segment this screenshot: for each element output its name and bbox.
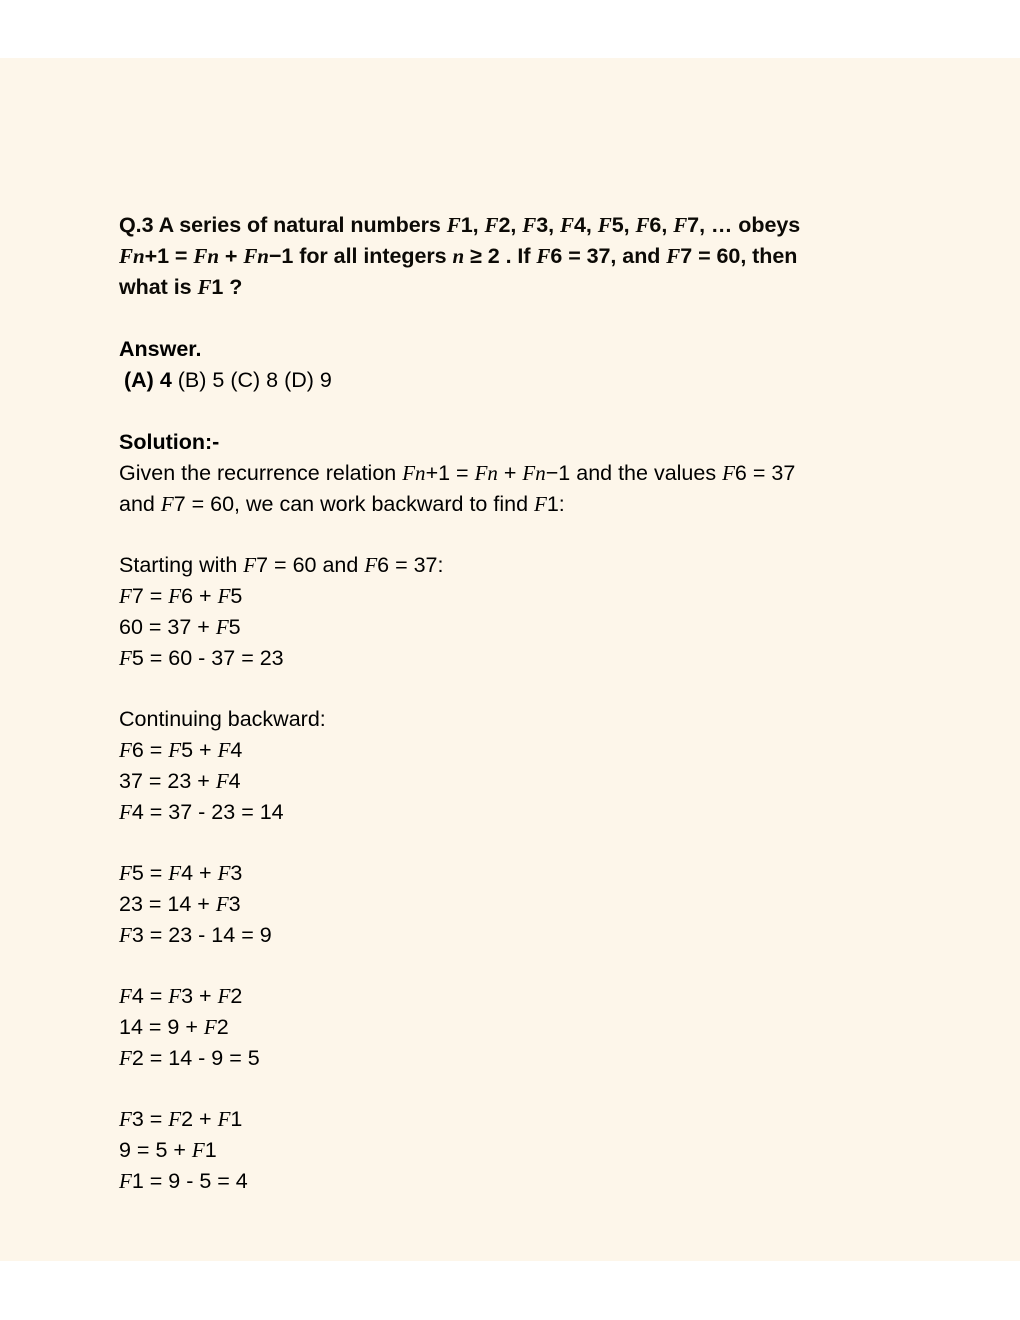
math-variable: F bbox=[536, 244, 551, 268]
text-run: 5 + bbox=[181, 738, 218, 762]
text-run: 1 bbox=[230, 1107, 243, 1131]
text-run: Q.3 A series of natural numbers bbox=[119, 213, 447, 237]
math-variable: F bbox=[534, 492, 547, 516]
text-line bbox=[119, 981, 879, 1012]
text-run: 14 = 9 + bbox=[119, 1015, 204, 1039]
math-variable: F bbox=[160, 492, 174, 516]
math-variable: Fn bbox=[193, 244, 219, 268]
answer-option-b[interactable]: (B) 5 bbox=[177, 368, 225, 392]
math-variable: F bbox=[119, 923, 132, 947]
text-run: 6 = 37: bbox=[377, 553, 444, 577]
answer-option-c[interactable]: (C) 8 bbox=[230, 368, 279, 392]
math-variable: F bbox=[168, 584, 182, 608]
text-run: 6 = 37, and bbox=[550, 244, 667, 268]
math-variable: F bbox=[215, 769, 229, 793]
text-run: 5 = bbox=[131, 861, 169, 885]
text-line bbox=[119, 858, 879, 889]
math-variable: F bbox=[168, 861, 182, 885]
text-run: 1 bbox=[204, 1138, 217, 1162]
text-line bbox=[119, 489, 879, 520]
text-run: 6 = bbox=[131, 738, 169, 762]
calculation-block bbox=[119, 704, 879, 828]
answer-option-a[interactable]: (A) 4 bbox=[124, 368, 172, 392]
text-run: 4 bbox=[230, 738, 243, 762]
text-run: 5 bbox=[230, 584, 243, 608]
math-variable: Fn bbox=[402, 461, 426, 485]
text-line bbox=[119, 889, 879, 920]
math-variable: F bbox=[191, 1138, 205, 1162]
text-line bbox=[119, 766, 879, 797]
math-variable: F bbox=[243, 553, 257, 577]
math-variable: F bbox=[217, 984, 231, 1008]
text-line bbox=[119, 272, 879, 303]
text-line bbox=[119, 735, 879, 766]
text-run: 5 bbox=[228, 615, 241, 639]
text-line bbox=[119, 920, 879, 951]
calculation-block bbox=[119, 550, 879, 674]
text-run: ≥ 2 . If bbox=[464, 244, 537, 268]
text-run: + bbox=[497, 461, 523, 485]
text-run: 2 bbox=[230, 984, 243, 1008]
math-variable: F bbox=[217, 1107, 231, 1131]
text-line bbox=[119, 458, 879, 489]
text-run: 3 = bbox=[131, 1107, 169, 1131]
text-run: 4 = 37 - 23 = 14 bbox=[131, 800, 284, 824]
text-run: 7 = bbox=[131, 584, 169, 608]
text-run: 4 bbox=[228, 769, 241, 793]
math-variable: Fn bbox=[119, 244, 145, 268]
math-variable: F bbox=[673, 213, 688, 237]
math-variable: F bbox=[215, 892, 229, 916]
text-run: 5 = 60 - 37 = 23 bbox=[131, 646, 284, 670]
math-variable: F bbox=[484, 213, 499, 237]
math-variable: F bbox=[168, 984, 182, 1008]
math-variable: F bbox=[119, 584, 132, 608]
math-variable: Fn bbox=[522, 461, 546, 485]
text-run: Continuing backward: bbox=[119, 707, 326, 731]
calculation-block bbox=[119, 1104, 879, 1197]
text-run: 7 = 60 and bbox=[256, 553, 365, 577]
math-variable: F bbox=[168, 1107, 182, 1131]
math-variable: F bbox=[215, 615, 229, 639]
solution-steps bbox=[119, 520, 879, 1197]
math-variable: F bbox=[597, 213, 612, 237]
text-run: 6, bbox=[649, 213, 674, 237]
text-line bbox=[119, 581, 879, 612]
text-run: 3 = 23 - 14 = 9 bbox=[131, 923, 272, 947]
text-line bbox=[119, 1104, 879, 1135]
text-run: 2 = 14 - 9 = 5 bbox=[131, 1046, 260, 1070]
math-variable: F bbox=[635, 213, 650, 237]
text-run: 23 = 14 + bbox=[119, 892, 216, 916]
text-line bbox=[119, 1135, 879, 1166]
math-variable: F bbox=[119, 984, 132, 1008]
math-variable: Fn bbox=[243, 244, 269, 268]
math-variable: F bbox=[203, 1015, 217, 1039]
text-line bbox=[119, 210, 879, 241]
math-variable: F bbox=[119, 1046, 132, 1070]
math-variable: F bbox=[217, 584, 231, 608]
text-run: 7 = 60, then bbox=[680, 244, 798, 268]
text-run: 3, bbox=[536, 213, 560, 237]
math-variable: F bbox=[364, 553, 378, 577]
text-run: 7, … obeys bbox=[687, 213, 801, 237]
text-run: 4, bbox=[573, 213, 598, 237]
spacer bbox=[119, 396, 879, 427]
text-line bbox=[119, 612, 879, 643]
math-variable: F bbox=[666, 244, 681, 268]
answer-option-d[interactable]: (D) 9 bbox=[284, 368, 332, 392]
math-variable: F bbox=[119, 861, 132, 885]
text-run: 37 = 23 + bbox=[119, 769, 216, 793]
math-variable: F bbox=[217, 861, 231, 885]
calculation-block bbox=[119, 858, 879, 951]
text-run: −1 for all integers bbox=[268, 244, 453, 268]
text-line bbox=[119, 704, 879, 735]
text-line bbox=[119, 643, 879, 674]
text-run: 5, bbox=[611, 213, 636, 237]
calculation-block bbox=[119, 981, 879, 1074]
document-page bbox=[0, 58, 1020, 1261]
text-run: what is bbox=[119, 275, 198, 299]
math-variable: F bbox=[559, 213, 574, 237]
text-run: 60 = 37 + bbox=[119, 615, 216, 639]
text-run: 6 + bbox=[181, 584, 218, 608]
spacer bbox=[119, 828, 879, 858]
text-run: 2, bbox=[498, 213, 523, 237]
text-run: + bbox=[218, 244, 244, 268]
document-content bbox=[119, 210, 879, 1197]
spacer bbox=[119, 1074, 879, 1104]
math-variable: F bbox=[119, 738, 132, 762]
solution-intro bbox=[119, 458, 879, 520]
spacer bbox=[119, 303, 879, 334]
text-run: 1 = 9 - 5 = 4 bbox=[131, 1169, 248, 1193]
math-variable: F bbox=[119, 1169, 132, 1193]
text-run: 7 = 60, we can work backward to find bbox=[173, 492, 535, 516]
text-run: 4 + bbox=[181, 861, 218, 885]
text-run: −1 and the values bbox=[545, 461, 723, 485]
math-variable: F bbox=[522, 213, 537, 237]
answer-heading: Answer. bbox=[119, 337, 202, 361]
text-line bbox=[119, 1012, 879, 1043]
math-variable: F bbox=[197, 275, 212, 299]
text-line bbox=[119, 1166, 879, 1197]
math-variable: F bbox=[446, 213, 461, 237]
text-run: 4 = bbox=[131, 984, 169, 1008]
text-run: 9 = 5 + bbox=[119, 1138, 192, 1162]
text-line bbox=[119, 797, 879, 828]
spacer bbox=[119, 951, 879, 981]
text-run: +1 = bbox=[425, 461, 475, 485]
text-run: Starting with bbox=[119, 553, 244, 577]
math-variable: F bbox=[168, 738, 182, 762]
text-run: 1, bbox=[460, 213, 485, 237]
solution-heading: Solution:- bbox=[119, 430, 220, 454]
text-run: 3 bbox=[228, 892, 241, 916]
math-variable: F bbox=[119, 1107, 132, 1131]
text-run: +1 = bbox=[144, 244, 194, 268]
math-variable: n bbox=[452, 244, 465, 268]
math-variable: F bbox=[722, 461, 735, 485]
spacer bbox=[119, 674, 879, 704]
answer-options bbox=[119, 365, 879, 396]
question-text bbox=[119, 210, 879, 303]
text-run: 2 + bbox=[181, 1107, 218, 1131]
text-line bbox=[119, 241, 879, 272]
math-variable: F bbox=[119, 800, 132, 824]
text-run: 3 + bbox=[181, 984, 218, 1008]
math-variable: F bbox=[119, 646, 132, 670]
math-variable: F bbox=[217, 738, 231, 762]
text-line bbox=[119, 550, 879, 581]
text-run: 6 = 37 bbox=[734, 461, 796, 485]
text-run: 1: bbox=[546, 492, 565, 516]
text-run: 3 bbox=[230, 861, 243, 885]
math-variable: Fn bbox=[474, 461, 498, 485]
text-run: and bbox=[119, 492, 161, 516]
text-run: Given the recurrence relation bbox=[119, 461, 403, 485]
spacer bbox=[119, 520, 879, 550]
text-run: 1 ? bbox=[211, 275, 243, 299]
text-run: 2 bbox=[216, 1015, 229, 1039]
text-line bbox=[119, 1043, 879, 1074]
